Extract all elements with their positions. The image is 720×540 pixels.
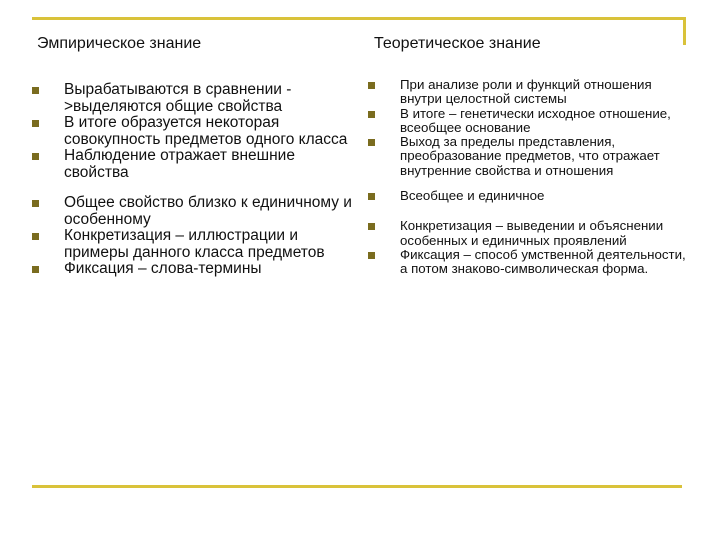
square-bullet-icon [32, 87, 39, 94]
theoretical-list [362, 78, 692, 277]
list-item [32, 195, 352, 228]
list-item [362, 248, 692, 277]
square-bullet-icon [32, 266, 39, 273]
square-bullet-icon [368, 111, 375, 118]
list-item [362, 107, 692, 136]
square-bullet-icon [32, 120, 39, 127]
list-item [362, 78, 692, 107]
right-column-title: Теоретическое знание [374, 35, 541, 52]
list-item [32, 148, 352, 181]
list-item-text: Всеобщее и единичное [400, 188, 545, 204]
list-item-text: В итоге – генетически исходное отношение, всеобщее основание [400, 105, 671, 135]
list-item-text: Вырабатываются в сравнении - >выделяются общие свойства [64, 81, 292, 115]
square-bullet-icon [32, 200, 39, 207]
list-item [362, 135, 692, 178]
list-item [32, 115, 352, 148]
square-bullet-icon [32, 233, 39, 240]
list-item [362, 219, 692, 248]
list-item-text: Конкретизация – выведении и объяснении особенных и единичных проявлений [400, 218, 664, 248]
list-item-text: Выход за пределы представления, преобразование предметов, что отражает внутренние свойства и отношения [400, 134, 660, 178]
list-item-text: Наблюдение отражает внешние свойства [64, 147, 295, 181]
square-bullet-icon [368, 252, 375, 259]
square-bullet-icon [368, 193, 375, 200]
empirical-list [32, 82, 352, 278]
list-item [362, 189, 692, 203]
frame-top-line [32, 17, 686, 20]
list-item-text: Фиксация – слова-термины [64, 260, 262, 277]
list-item-text: В итоге образуется некоторая совокупность предметов одного класса [64, 114, 348, 148]
square-bullet-icon [368, 223, 375, 230]
list-item [32, 228, 352, 261]
square-bullet-icon [368, 82, 375, 89]
frame-right-line [683, 17, 686, 45]
frame-bottom-line [32, 485, 682, 488]
square-bullet-icon [368, 139, 375, 146]
list-item-text: Фиксация – способ умственной деятельности, а потом знаково-символическая форма. [400, 246, 686, 277]
left-column-title: Эмпирическое знание [37, 35, 202, 52]
list-item-text: Конкретизация – иллюстрации и примеры данного класса предметов [64, 227, 325, 261]
square-bullet-icon [32, 153, 39, 160]
list-item [32, 82, 352, 115]
list-item-text: Общее свойство близко к единичному и особенному [64, 194, 352, 228]
list-item [32, 261, 352, 278]
list-item-text: При анализе роли и функций отношения внутри целостной системы [400, 77, 652, 107]
